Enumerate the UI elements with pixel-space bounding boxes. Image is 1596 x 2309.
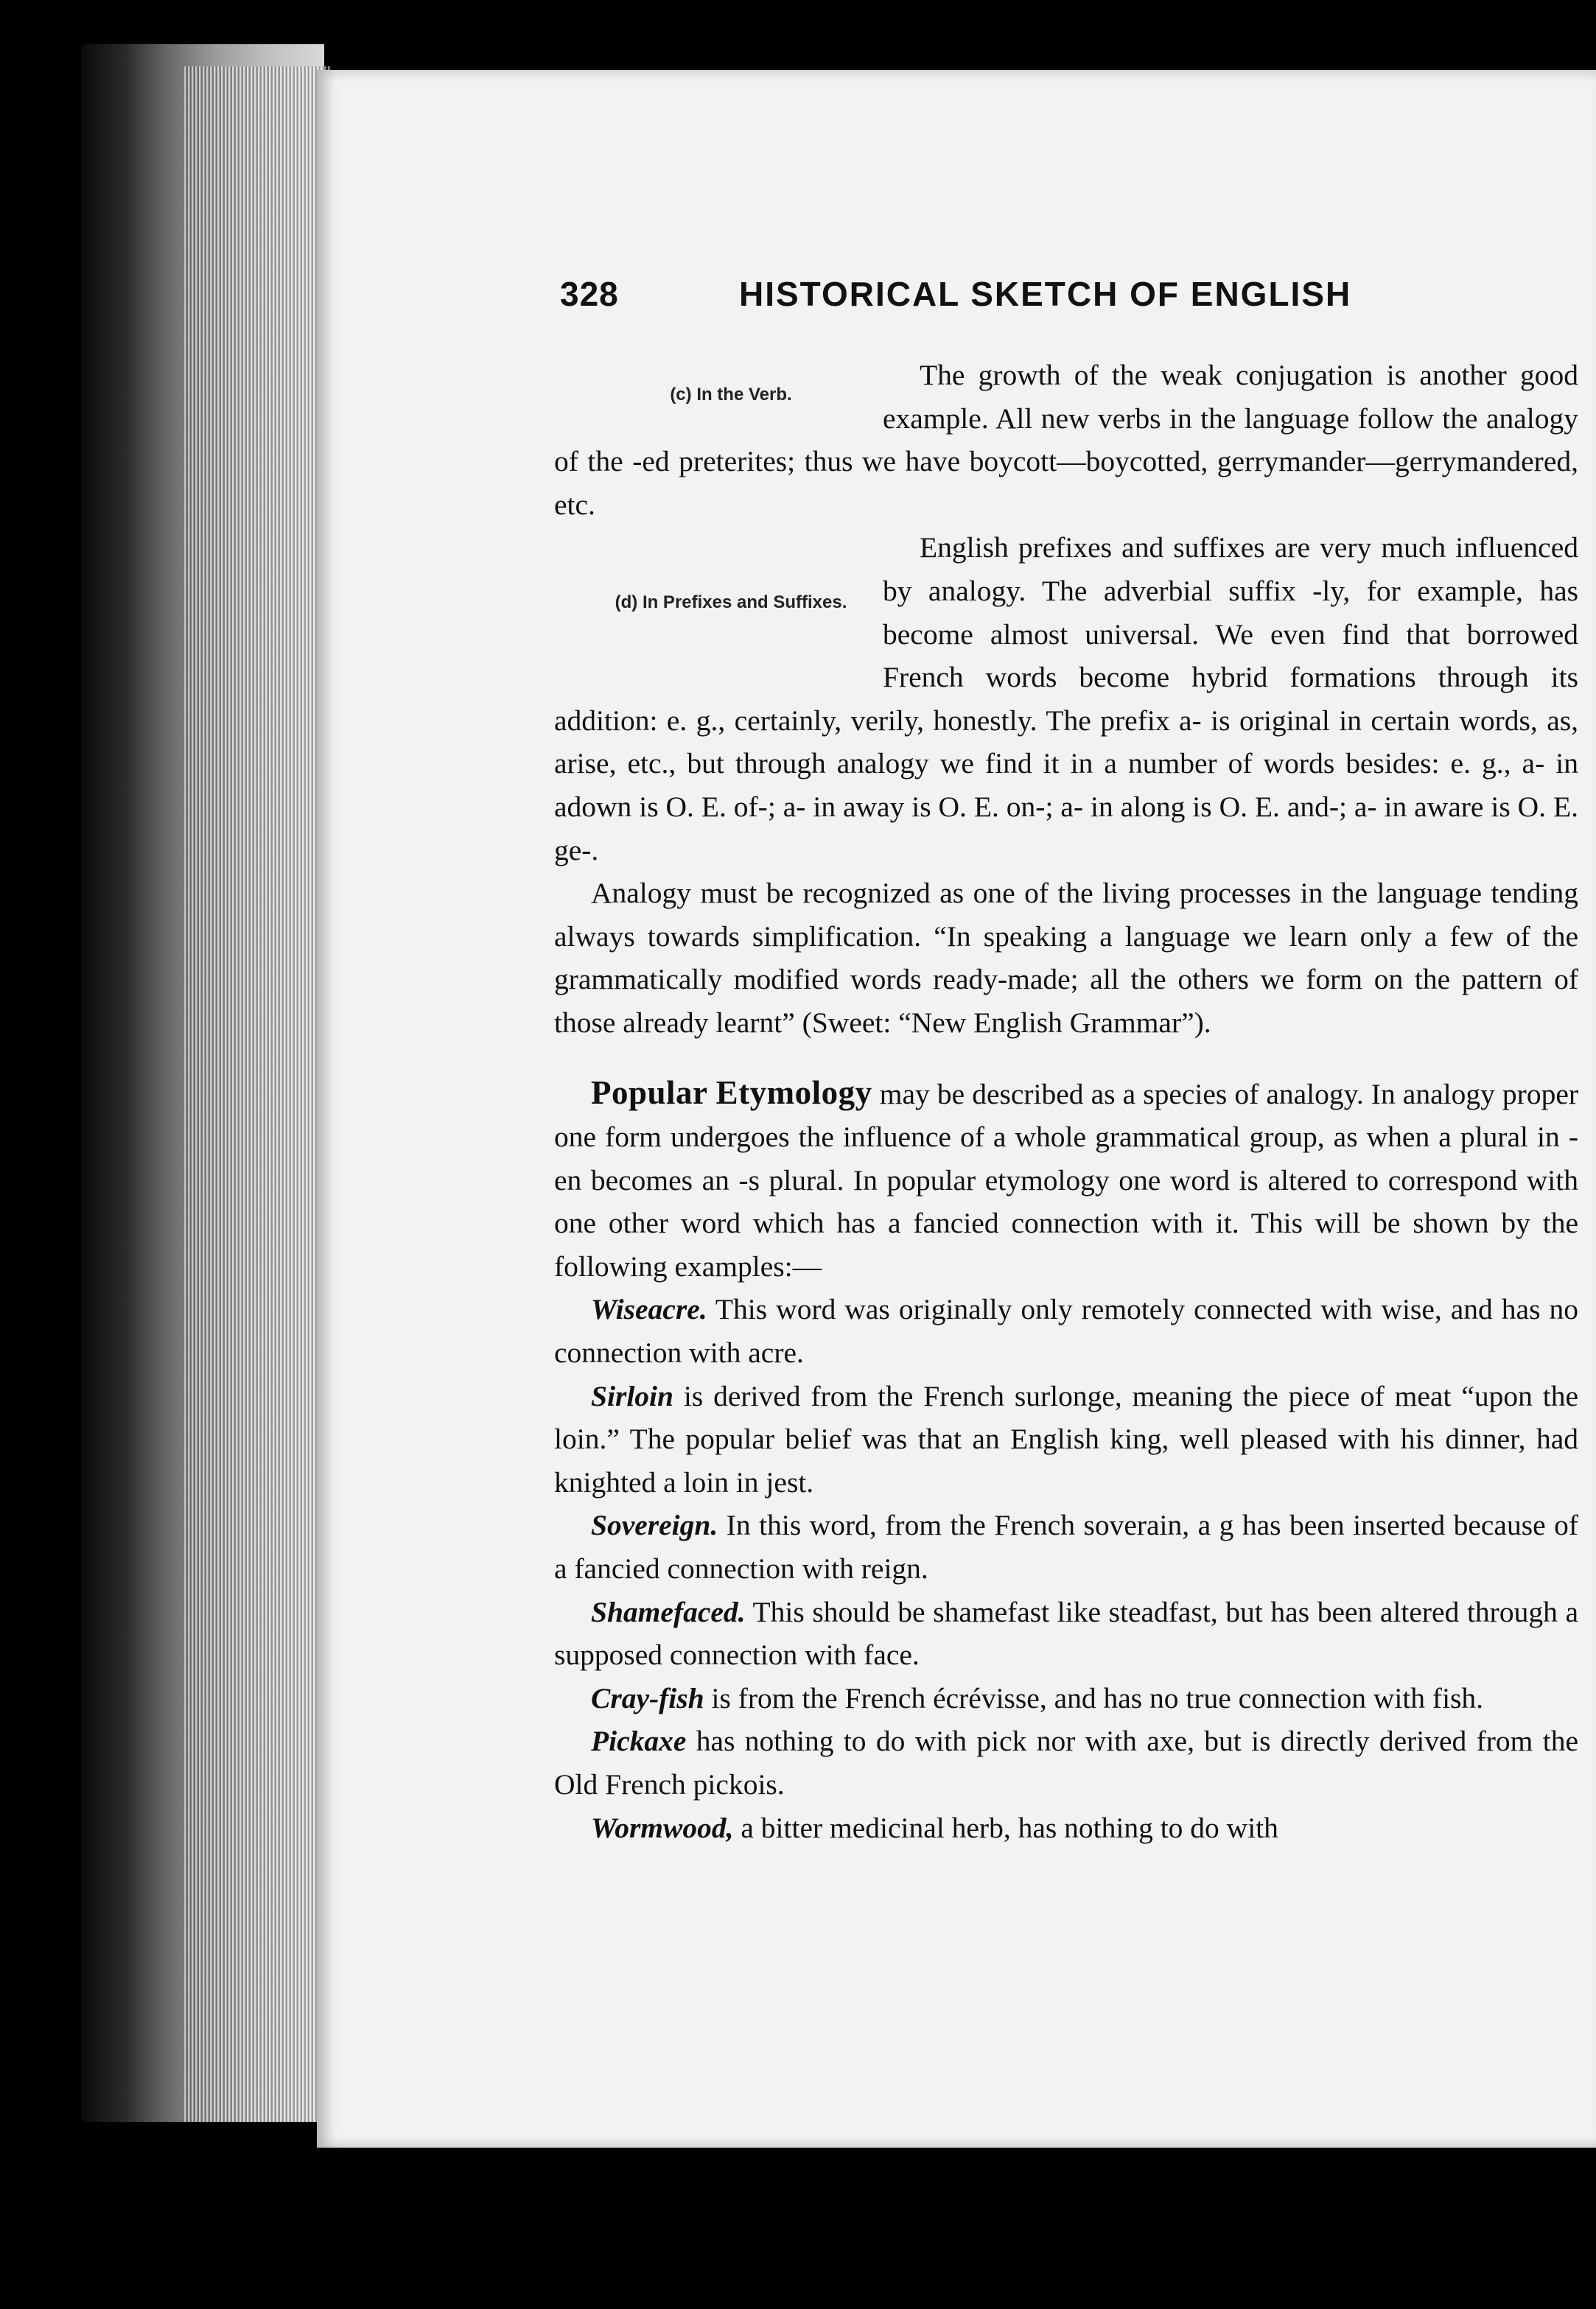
example-text: has nothing to do with pick nor with axe, but is directly derived from the Old French pickois. [554, 1725, 1578, 1801]
example-term: Wormwood, [591, 1811, 734, 1844]
paragraph-analogy [554, 872, 1578, 1044]
example-term: Pickaxe [591, 1725, 687, 1758]
running-header [560, 274, 1407, 318]
example-text: In this word, from the French soverain, a g has been inserted because of a fancied connection with reign. [554, 1509, 1579, 1586]
example-text: This word was originally only remotely connected with wise, and has no connection with acre. [554, 1293, 1578, 1370]
page-number: 328 [560, 275, 619, 313]
paragraph-popular-etymology [554, 1071, 1578, 1289]
example-term: Sovereign. [591, 1509, 718, 1542]
example-term: Sirloin [591, 1379, 673, 1412]
paragraph-prefixes-suffixes [554, 526, 1578, 872]
page-body [554, 354, 1578, 1849]
paragraph-weak-conjugation [554, 354, 1578, 526]
example-term: Shamefaced. [591, 1595, 746, 1628]
example-text: This should be shamefast like steadfast, but has been altered through a supposed connection with face. [554, 1595, 1578, 1672]
paragraph-text: may be described as a species of analogy. In analogy proper one form undergoes the influence of a whole grammatical group, as when a plural in -en becomes an -s plural. In popular etymology one word is altered to correspond with one other word which has a fancied connection with it. This will be shown by the following examples:— [554, 1077, 1579, 1283]
example-sovereign [554, 1504, 1578, 1590]
example-term: Cray-fish [591, 1681, 704, 1714]
example-text: a bitter medicinal herb, has nothing to do with [741, 1811, 1278, 1844]
example-shamefaced [554, 1591, 1578, 1677]
sidenote-verb: (c) In the Verb. [670, 385, 792, 404]
paragraph-text: English prefixes and suffixes are very much influenced by analogy. The adverbial suffix -ly, for example, has become almost universal. We even find that borrowed French words become hybrid formations through its addition: e. g., certainly, verily, honestly. The prefix a- is original in certain words, as, arise, etc., but through analogy we find it in a number of words besides: e. g., a- in adown is O. E. of-; a- in away is O. E. on-; a- in along is O. E. and-; a- in aware is O. E. ge-. [554, 531, 1578, 866]
example-crayfish [554, 1677, 1578, 1720]
paragraph-text: The growth of the weak conjugation is another good example. All new verbs in the language follow the analogy of the -ed preterites; thus we have boycott—boycotted, gerrymander—gerrymandered, etc. [554, 359, 1578, 521]
running-title: HISTORICAL SKETCH OF ENGLISH [739, 275, 1352, 313]
page-edges [184, 66, 332, 2122]
example-pickaxe [554, 1720, 1578, 1806]
example-wiseacre [554, 1288, 1578, 1374]
example-text: is from the French écrévisse, and has no true connection with fish. [711, 1681, 1484, 1714]
paragraph-text: Analogy must be recognized as one of the living processes in the language tending always towards simplification. “In speaking a language we learn only a few of the grammatically modified words ready-made; all the others we form on the pattern of those already learnt” (Sweet: “New English Grammar”). [554, 877, 1578, 1039]
example-sirloin [554, 1375, 1578, 1504]
example-term: Wiseacre. [591, 1293, 707, 1326]
example-wormwood [554, 1807, 1578, 1850]
section-heading: Popular Etymology [591, 1073, 872, 1111]
example-text: is derived from the French surlonge, meaning the piece of meat “upon the loin.” The popular belief was that an English king, well pleased with his dinner, had knighted a loin in jest. [554, 1379, 1578, 1499]
section-gap [554, 1045, 1578, 1071]
sidenote-prefixes: (d) In Prefixes and Suffixes. [615, 592, 847, 613]
